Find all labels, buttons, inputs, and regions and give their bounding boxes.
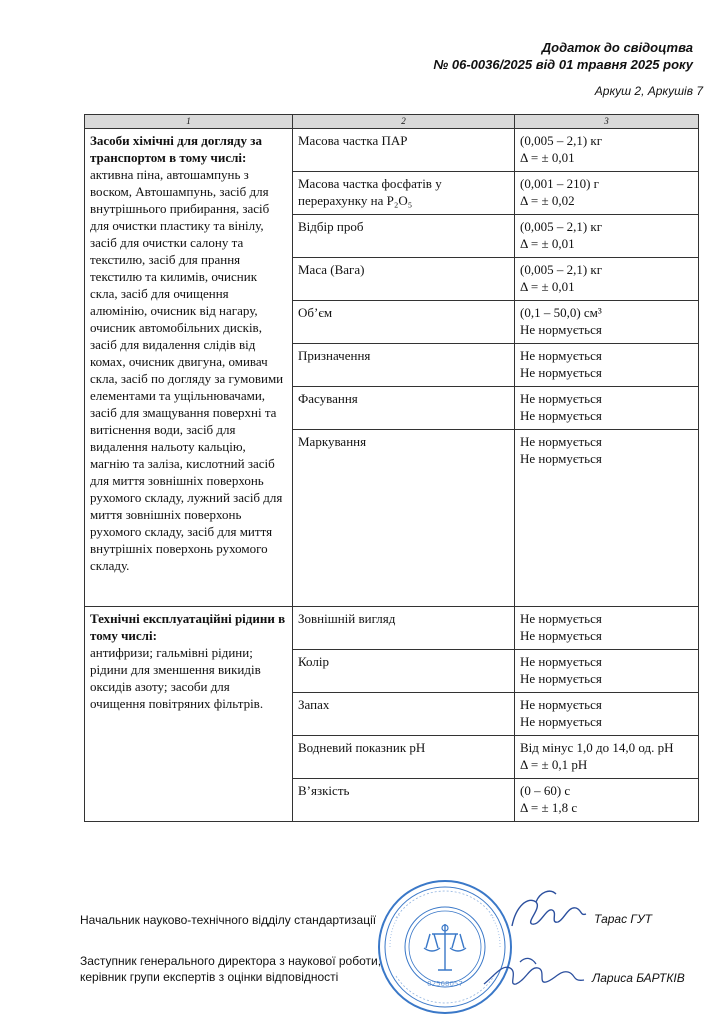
signature-2	[480, 950, 590, 1005]
range-cell	[515, 301, 699, 344]
range-value: (0 – 60) с	[520, 783, 571, 798]
appendix-title: Додаток до свідоцтва	[541, 40, 693, 55]
range-value: Не нормується	[520, 434, 602, 449]
range-cell	[515, 129, 699, 172]
range-cell	[515, 258, 699, 301]
range-cell	[515, 430, 699, 607]
range-value: Не нормується	[520, 348, 602, 363]
accuracy-value: Не нормується	[520, 628, 602, 643]
parameter-cell: В’язкість	[293, 779, 515, 822]
column-number-row	[85, 115, 699, 129]
range-cell	[515, 172, 699, 215]
col-header: 1	[85, 115, 293, 129]
signature-1	[506, 886, 592, 941]
table-row	[85, 607, 699, 650]
parameter-cell: Водневий показник pH	[293, 736, 515, 779]
parameter-cell: Фасування	[293, 387, 515, 430]
certificate-number: № 06-0036/2025 від 01 травня 2025 року	[433, 57, 693, 72]
range-cell	[515, 387, 699, 430]
range-cell	[515, 779, 699, 822]
product-group-title: Засоби хімічні для догляду за транспортом в тому числі:	[90, 133, 262, 165]
parameter-cell: Запах	[293, 693, 515, 736]
parameter-cell: Відбір проб	[293, 215, 515, 258]
parameter-cell: Призначення	[293, 344, 515, 387]
parameter-cell: Масова частка фосфатів у перерахунку на P₂O₅	[293, 172, 515, 215]
accuracy-value: Не нормується	[520, 714, 602, 729]
signer-name-2: Лариса БАРТКІВ	[592, 971, 685, 985]
stamp-code: 02568057	[427, 980, 463, 988]
accuracy-value: Не нормується	[520, 451, 602, 466]
range-value: (0,001 – 210) г	[520, 176, 599, 191]
parameter-cell: Зовнішній вигляд	[293, 607, 515, 650]
sheet-counter: Аркуш 2, Аркушів 7	[594, 84, 703, 98]
range-value: Не нормується	[520, 654, 602, 669]
parameter-cell: Масова частка ПАР	[293, 129, 515, 172]
table-row	[85, 129, 699, 172]
product-group-list: антифризи; гальмівні рідини; рідини для зменшення викидів оксидів азоту; засоби для очищення повітряних фільтрів.	[90, 645, 264, 711]
parameter-cell: Маркування	[293, 430, 515, 607]
range-value: (0,005 – 2,1) кг	[520, 262, 603, 277]
range-cell	[515, 736, 699, 779]
accuracy-value: Δ = ± 0,01	[520, 150, 575, 165]
accuracy-value: Δ = ± 0,02	[520, 193, 575, 208]
range-cell	[515, 607, 699, 650]
parameter-cell: Об’єм	[293, 301, 515, 344]
product-group-title: Технічні експлуатаційні рідини в тому числі:	[90, 611, 286, 643]
col-header: 3	[515, 115, 699, 129]
accuracy-value: Не нормується	[520, 408, 602, 423]
accuracy-value: Δ = ± 1,8 с	[520, 800, 578, 815]
signer-role-2-line1: Заступник генерального директора з наукової роботи,	[80, 954, 382, 968]
range-value: (0,005 – 2,1) кг	[520, 219, 603, 234]
product-group-list: активна піна, автошампунь з воском, Автошампунь, засіб для внутрішнього прибирання, засіб для очистки пластику та вінілу, засіб для очистки салону та текстилю, засіб для прання текстилю та килимів, очисник скла, засіб для очищення алюмінію, очисник від нагару, очисник автомобільних дисків, засіб для видалення слідів від комах, очисник двигуна, омивач скла, засіб по догляду за гумовими елементами та ущільнювачами, засіб для змащування поверхні та витіснення води, засіб для видалення нальоту кальцію, магнію та заліза, кислотний засіб для миття зовнішніх поверхонь рухомого складу, лужний засіб для миття зовнішніх поверхонь рухомого складу, засіб для миття внутрішніх поверхонь рухомого складу.	[90, 167, 284, 573]
accuracy-value: Δ = ± 0,01	[520, 279, 575, 294]
accuracy-value: Δ = ± 0,1 pH	[520, 757, 588, 772]
range-cell	[515, 215, 699, 258]
range-value: Від мінус 1,0 до 14,0 од. pH	[520, 740, 674, 755]
range-cell	[515, 693, 699, 736]
range-value: Не нормується	[520, 391, 602, 406]
signer-role-1: Начальник науково-технічного відділу стандартизації	[80, 913, 377, 927]
parameter-cell: Маса (Вага)	[293, 258, 515, 301]
signer-name-1: Тарас ГУТ	[594, 912, 652, 926]
range-value: Не нормується	[520, 611, 602, 626]
range-value: (0,1 – 50,0) см³	[520, 305, 602, 320]
col-header: 2	[293, 115, 515, 129]
signer-role-2-line2: керівник групи експертів з оцінки відповідності	[80, 970, 339, 984]
accuracy-value: Не нормується	[520, 365, 602, 380]
range-value: Не нормується	[520, 697, 602, 712]
range-cell	[515, 650, 699, 693]
accuracy-value: Не нормується	[520, 322, 602, 337]
parameter-cell: Колір	[293, 650, 515, 693]
range-cell	[515, 344, 699, 387]
product-group-cell	[85, 607, 293, 822]
accuracy-value: Δ = ± 0,01	[520, 236, 575, 251]
range-value: (0,005 – 2,1) кг	[520, 133, 603, 148]
product-group-cell	[85, 129, 293, 607]
scope-table	[84, 114, 699, 822]
accuracy-value: Не нормується	[520, 671, 602, 686]
